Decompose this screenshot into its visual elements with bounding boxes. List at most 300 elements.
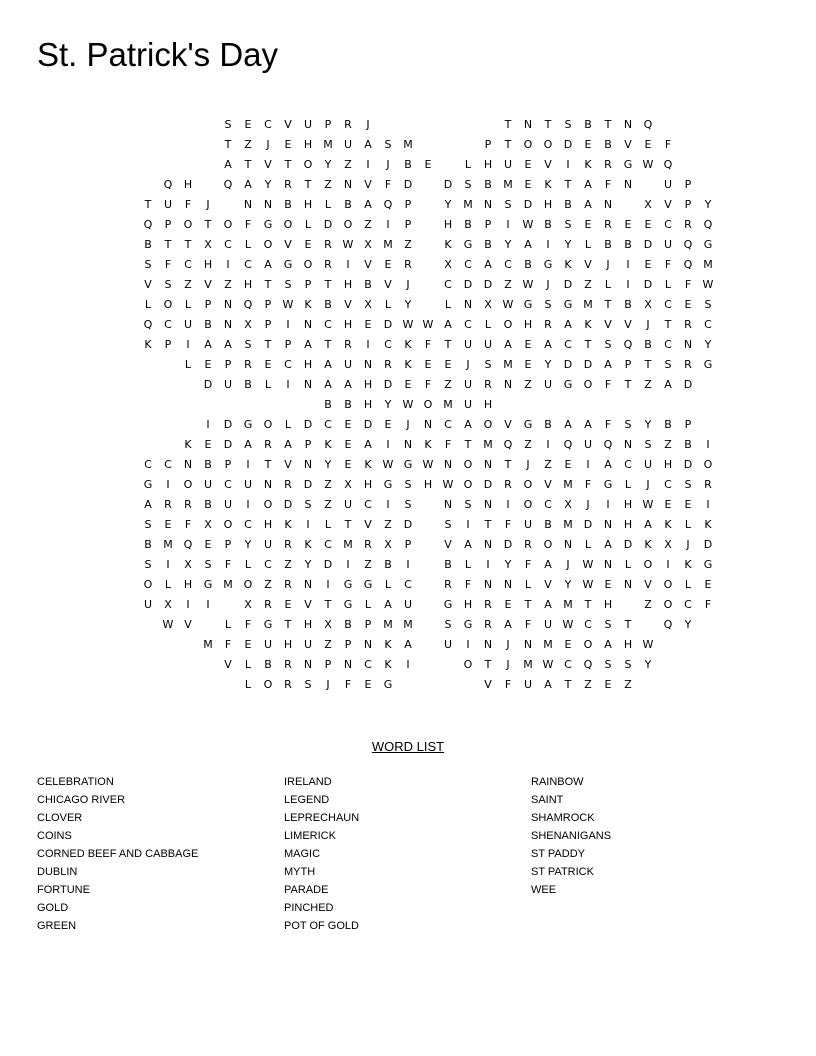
grid-letter: A xyxy=(144,498,152,511)
grid-letter: J xyxy=(406,418,410,431)
grid-letter: J xyxy=(326,678,330,691)
grid-letter: T xyxy=(504,138,512,151)
grid-letter: N xyxy=(683,338,693,351)
grid-letter: I xyxy=(666,558,670,571)
grid-letter: M xyxy=(443,398,453,411)
grid-letter: A xyxy=(544,678,552,691)
grid-letter: P xyxy=(484,218,492,231)
grid-letter: O xyxy=(223,218,233,231)
grid-letter: T xyxy=(224,138,232,151)
grid-letter: P xyxy=(344,638,352,651)
grid-letter: Q xyxy=(623,338,633,351)
grid-letter: X xyxy=(184,558,192,571)
grid-letter: E xyxy=(444,358,452,371)
grid-letter: E xyxy=(664,498,672,511)
grid-letter: S xyxy=(604,658,612,671)
grid-letter: E xyxy=(624,218,632,231)
grid-letter: L xyxy=(244,678,252,691)
grid-letter: Q xyxy=(243,298,253,311)
grid-letter: L xyxy=(224,618,232,631)
grid-letter: Y xyxy=(404,298,412,311)
grid-letter: X xyxy=(244,598,252,611)
grid-letter: B xyxy=(544,418,552,431)
grid-letter: J xyxy=(506,638,510,651)
grid-letter: R xyxy=(184,498,192,511)
grid-letter: O xyxy=(183,478,193,491)
grid-letter: Q xyxy=(143,218,153,231)
grid-letter: B xyxy=(444,558,452,571)
grid-letter: Y xyxy=(264,178,272,191)
grid-letter: E xyxy=(584,138,592,151)
grid-letter: F xyxy=(244,618,252,631)
grid-letter: W xyxy=(382,458,394,471)
grid-letter: Q xyxy=(663,158,673,171)
grid-letter: R xyxy=(324,258,332,271)
grid-letter: L xyxy=(324,198,332,211)
grid-letter: B xyxy=(364,278,372,291)
grid-letter: D xyxy=(583,358,593,371)
grid-letter: A xyxy=(404,638,412,651)
grid-letter: F xyxy=(604,178,612,191)
grid-letter: Z xyxy=(584,278,592,291)
grid-letter: L xyxy=(584,538,592,551)
grid-letter: I xyxy=(566,158,570,171)
grid-letter: O xyxy=(283,218,293,231)
grid-letter: D xyxy=(643,238,653,251)
grid-letter: C xyxy=(164,458,172,471)
grid-letter: L xyxy=(604,278,612,291)
grid-letter: G xyxy=(563,378,573,391)
grid-letter: A xyxy=(324,378,332,391)
grid-letter: V xyxy=(484,678,492,691)
grid-letter: H xyxy=(603,598,613,611)
grid-letter: P xyxy=(204,298,212,311)
grid-letter: E xyxy=(524,158,532,171)
grid-letter: G xyxy=(703,238,713,251)
grid-letter: Y xyxy=(504,238,512,251)
grid-letter: V xyxy=(624,138,632,151)
grid-letter: I xyxy=(506,218,510,231)
grid-letter: A xyxy=(604,358,612,371)
grid-letter: T xyxy=(304,178,312,191)
grid-letter: U xyxy=(143,598,153,611)
grid-letter: D xyxy=(483,278,493,291)
grid-letter: V xyxy=(364,258,372,271)
grid-letter: H xyxy=(483,398,493,411)
grid-letter: T xyxy=(144,198,152,211)
grid-letter: B xyxy=(564,198,572,211)
grid-letter: T xyxy=(604,118,612,131)
grid-letter: U xyxy=(303,118,313,131)
grid-letter: Y xyxy=(544,358,552,371)
grid-letter: N xyxy=(223,318,233,331)
grid-letter: D xyxy=(223,418,233,431)
grid-letter: E xyxy=(504,598,512,611)
grid-letter: B xyxy=(624,298,632,311)
grid-letter: Y xyxy=(564,238,572,251)
grid-letter: G xyxy=(543,258,553,271)
grid-letter: C xyxy=(384,338,392,351)
grid-letter: Q xyxy=(563,438,573,451)
grid-letter: D xyxy=(303,418,313,431)
grid-letter: W xyxy=(402,318,414,331)
grid-letter: L xyxy=(524,578,532,591)
grid-letter: K xyxy=(444,238,452,251)
grid-letter: I xyxy=(186,338,190,351)
grid-letter: U xyxy=(543,618,553,631)
grid-letter: T xyxy=(324,278,332,291)
grid-letter: C xyxy=(664,218,672,231)
grid-letter: O xyxy=(303,258,313,271)
grid-letter: I xyxy=(506,498,510,511)
grid-letter: O xyxy=(463,458,473,471)
grid-letter: Z xyxy=(324,178,332,191)
grid-letter: T xyxy=(184,238,192,251)
grid-letter: R xyxy=(324,238,332,251)
grid-letter: I xyxy=(406,558,410,571)
grid-letter: Z xyxy=(524,378,532,391)
grid-letter: P xyxy=(324,658,332,671)
grid-letter: P xyxy=(224,538,232,551)
grid-letter: G xyxy=(603,478,613,491)
grid-letter: M xyxy=(343,538,353,551)
grid-letter: C xyxy=(464,258,472,271)
grid-letter: C xyxy=(324,418,332,431)
grid-letter: A xyxy=(584,178,592,191)
grid-letter: Q xyxy=(503,438,513,451)
grid-letter: E xyxy=(284,598,292,611)
grid-letter: T xyxy=(264,278,272,291)
grid-letter: T xyxy=(624,378,632,391)
grid-letter: J xyxy=(566,558,570,571)
grid-letter: Q xyxy=(683,258,693,271)
grid-letter: P xyxy=(304,278,312,291)
grid-letter: R xyxy=(284,578,292,591)
grid-letter: O xyxy=(263,418,273,431)
grid-letter: D xyxy=(623,538,633,551)
grid-letter: M xyxy=(563,598,573,611)
word-list-heading: WORD LIST xyxy=(371,739,445,754)
grid-letter: I xyxy=(706,438,710,451)
grid-letter: G xyxy=(283,258,293,271)
grid-letter: E xyxy=(284,138,292,151)
grid-letter: R xyxy=(264,598,272,611)
grid-letter: E xyxy=(204,538,212,551)
grid-letter: I xyxy=(346,558,350,571)
grid-letter: C xyxy=(664,478,672,491)
grid-letter: B xyxy=(544,518,552,531)
grid-letter: N xyxy=(603,558,613,571)
grid-letter: N xyxy=(623,178,633,191)
grid-letter: F xyxy=(464,578,472,591)
grid-letter: A xyxy=(364,138,372,151)
grid-letter: B xyxy=(244,378,252,391)
grid-letter: X xyxy=(164,598,172,611)
grid-letter: T xyxy=(564,178,572,191)
grid-letter: A xyxy=(444,318,452,331)
grid-letter: X xyxy=(364,238,372,251)
grid-letter: C xyxy=(584,618,592,631)
grid-letter: V xyxy=(644,578,652,591)
grid-letter: N xyxy=(463,298,473,311)
grid-letter: X xyxy=(204,238,212,251)
grid-letter: D xyxy=(383,318,393,331)
grid-letter: M xyxy=(563,478,573,491)
grid-letter: V xyxy=(264,158,272,171)
grid-letter: F xyxy=(704,598,712,611)
grid-letter: N xyxy=(483,198,493,211)
word-list-item: CHICAGO RIVER xyxy=(37,794,126,806)
grid-letter: A xyxy=(464,538,472,551)
grid-letter: T xyxy=(544,118,552,131)
grid-letter: V xyxy=(364,518,372,531)
grid-letter: G xyxy=(383,678,393,691)
grid-letter: N xyxy=(303,658,313,671)
grid-letter: E xyxy=(204,438,212,451)
grid-letter: L xyxy=(484,318,492,331)
grid-letter: N xyxy=(303,378,313,391)
grid-letter: C xyxy=(144,458,152,471)
grid-letter: B xyxy=(204,458,212,471)
grid-letter: T xyxy=(624,618,632,631)
grid-letter: K xyxy=(404,358,412,371)
grid-letter: Z xyxy=(384,518,392,531)
grid-letter: M xyxy=(483,438,493,451)
grid-letter: H xyxy=(623,638,633,651)
grid-letter: T xyxy=(524,598,532,611)
grid-letter: L xyxy=(284,418,292,431)
grid-letter: I xyxy=(406,658,410,671)
grid-letter: L xyxy=(184,298,192,311)
grid-letter: E xyxy=(364,678,372,691)
word-list-item: FORTUNE xyxy=(37,884,90,896)
grid-letter: Z xyxy=(244,138,252,151)
grid-letter: S xyxy=(164,278,172,291)
grid-letter: F xyxy=(184,518,192,531)
grid-letter: N xyxy=(303,458,313,471)
grid-letter: S xyxy=(684,478,692,491)
grid-letter: S xyxy=(304,498,312,511)
grid-letter: S xyxy=(464,498,472,511)
grid-letter: W xyxy=(582,578,594,591)
grid-letter: V xyxy=(364,178,372,191)
grid-letter: A xyxy=(504,618,512,631)
grid-letter: N xyxy=(343,178,353,191)
grid-letter: L xyxy=(144,298,152,311)
grid-letter: C xyxy=(244,258,252,271)
grid-letter: G xyxy=(203,578,213,591)
grid-letter: T xyxy=(324,338,332,351)
grid-letter: Z xyxy=(224,278,232,291)
grid-letter: D xyxy=(563,138,573,151)
grid-letter: B xyxy=(544,218,552,231)
grid-letter: A xyxy=(364,198,372,211)
grid-letter: Y xyxy=(244,538,252,551)
grid-letter: P xyxy=(224,458,232,471)
grid-letter: U xyxy=(343,498,353,511)
grid-letter: G xyxy=(143,478,153,491)
grid-letter: N xyxy=(603,198,613,211)
grid-letter: T xyxy=(644,358,652,371)
grid-letter: L xyxy=(184,358,192,371)
grid-letter: D xyxy=(703,538,713,551)
grid-letter: L xyxy=(164,578,172,591)
grid-letter: G xyxy=(463,238,473,251)
grid-letter: R xyxy=(344,338,352,351)
grid-letter: S xyxy=(404,498,412,511)
grid-letter: F xyxy=(444,438,452,451)
grid-letter: I xyxy=(386,218,390,231)
grid-letter: W xyxy=(522,218,534,231)
grid-letter: S xyxy=(444,618,452,631)
grid-letter: T xyxy=(244,158,252,171)
grid-letter: U xyxy=(343,358,353,371)
grid-letter: Q xyxy=(163,178,173,191)
grid-letter: X xyxy=(644,298,652,311)
grid-letter: V xyxy=(284,118,292,131)
grid-letter: I xyxy=(286,318,290,331)
grid-letter: A xyxy=(604,538,612,551)
grid-letter: Y xyxy=(644,658,652,671)
grid-letter: O xyxy=(263,678,273,691)
grid-letter: W xyxy=(442,478,454,491)
grid-letter: T xyxy=(604,298,612,311)
grid-letter: N xyxy=(363,358,373,371)
word-list-column-3 xyxy=(531,774,611,900)
grid-letter: B xyxy=(264,658,272,671)
grid-letter: A xyxy=(584,198,592,211)
grid-letter: S xyxy=(664,358,672,371)
grid-letter: O xyxy=(523,138,533,151)
grid-letter: R xyxy=(164,498,172,511)
grid-letter: N xyxy=(483,538,493,551)
grid-letter: N xyxy=(483,498,493,511)
grid-letter: D xyxy=(323,558,333,571)
grid-letter: H xyxy=(343,278,353,291)
grid-letter: L xyxy=(624,558,632,571)
grid-letter: I xyxy=(166,558,170,571)
grid-letter: T xyxy=(464,438,472,451)
grid-letter: B xyxy=(204,318,212,331)
word-list-item: ST PATRICK xyxy=(531,866,594,878)
grid-letter: U xyxy=(543,378,553,391)
grid-letter: G xyxy=(383,478,393,491)
grid-letter: E xyxy=(384,258,392,271)
grid-letter: A xyxy=(564,418,572,431)
grid-letter: S xyxy=(644,438,652,451)
grid-letter: H xyxy=(623,518,633,531)
grid-letter: G xyxy=(343,578,353,591)
grid-letter: E xyxy=(684,498,692,511)
grid-letter: K xyxy=(664,518,672,531)
grid-letter: S xyxy=(244,338,252,351)
grid-letter: N xyxy=(423,418,433,431)
grid-letter: K xyxy=(324,438,332,451)
grid-letter: L xyxy=(684,578,692,591)
grid-letter: B xyxy=(144,238,152,251)
grid-letter: U xyxy=(663,178,673,191)
grid-letter: V xyxy=(344,298,352,311)
grid-letter: D xyxy=(303,478,313,491)
grid-letter: V xyxy=(204,278,212,291)
grid-letter: A xyxy=(584,418,592,431)
grid-letter: U xyxy=(243,478,253,491)
grid-letter: Z xyxy=(344,158,352,171)
grid-letter: J xyxy=(506,658,510,671)
grid-letter: O xyxy=(583,638,593,651)
grid-letter: P xyxy=(404,538,412,551)
grid-letter: K xyxy=(304,298,312,311)
grid-letter: Y xyxy=(324,458,332,471)
grid-letter: C xyxy=(184,258,192,271)
grid-letter: S xyxy=(504,198,512,211)
grid-letter: F xyxy=(664,258,672,271)
grid-letter: C xyxy=(544,498,552,511)
grid-letter: V xyxy=(504,418,512,431)
grid-letter: O xyxy=(223,518,233,531)
grid-letter: D xyxy=(563,358,573,371)
grid-letter: Z xyxy=(624,678,632,691)
grid-letter: F xyxy=(604,418,612,431)
grid-letter: J xyxy=(686,538,690,551)
grid-letter: I xyxy=(226,258,230,271)
grid-letter: Y xyxy=(684,618,692,631)
grid-letter: P xyxy=(684,198,692,211)
grid-letter: U xyxy=(523,518,533,531)
grid-letter: N xyxy=(563,538,573,551)
grid-letter: J xyxy=(646,318,650,331)
grid-letter: N xyxy=(403,438,413,451)
grid-letter: N xyxy=(303,578,313,591)
grid-letter: I xyxy=(246,458,250,471)
grid-letter: H xyxy=(463,598,473,611)
grid-letter: A xyxy=(544,598,552,611)
grid-letter: Z xyxy=(544,458,552,471)
grid-letter: M xyxy=(503,178,513,191)
grid-letter: M xyxy=(503,358,513,371)
grid-letter: W xyxy=(582,558,594,571)
grid-letter: O xyxy=(263,498,273,511)
grid-letter: N xyxy=(523,118,533,131)
grid-letter: T xyxy=(204,218,212,231)
grid-letter: K xyxy=(284,518,292,531)
grid-letter: C xyxy=(284,358,292,371)
grid-letter: E xyxy=(604,678,612,691)
grid-letter: V xyxy=(444,538,452,551)
grid-letter: S xyxy=(224,118,232,131)
grid-letter: I xyxy=(546,438,550,451)
grid-letter: B xyxy=(144,538,152,551)
grid-letter: M xyxy=(703,258,713,271)
grid-letter: N xyxy=(263,478,273,491)
grid-letter: Y xyxy=(324,158,332,171)
grid-letter: Z xyxy=(324,498,332,511)
grid-letter: G xyxy=(363,578,373,591)
grid-letter: A xyxy=(364,438,372,451)
grid-letter: D xyxy=(403,518,413,531)
grid-letter: A xyxy=(524,238,532,251)
grid-letter: T xyxy=(324,598,332,611)
grid-letter: H xyxy=(263,518,273,531)
grid-letter: H xyxy=(303,618,313,631)
grid-letter: V xyxy=(384,278,392,291)
grid-letter: I xyxy=(166,478,170,491)
grid-letter: H xyxy=(363,378,373,391)
grid-letter: T xyxy=(444,338,452,351)
grid-letter: U xyxy=(523,678,533,691)
grid-letter: K xyxy=(424,438,432,451)
grid-letter: V xyxy=(304,598,312,611)
